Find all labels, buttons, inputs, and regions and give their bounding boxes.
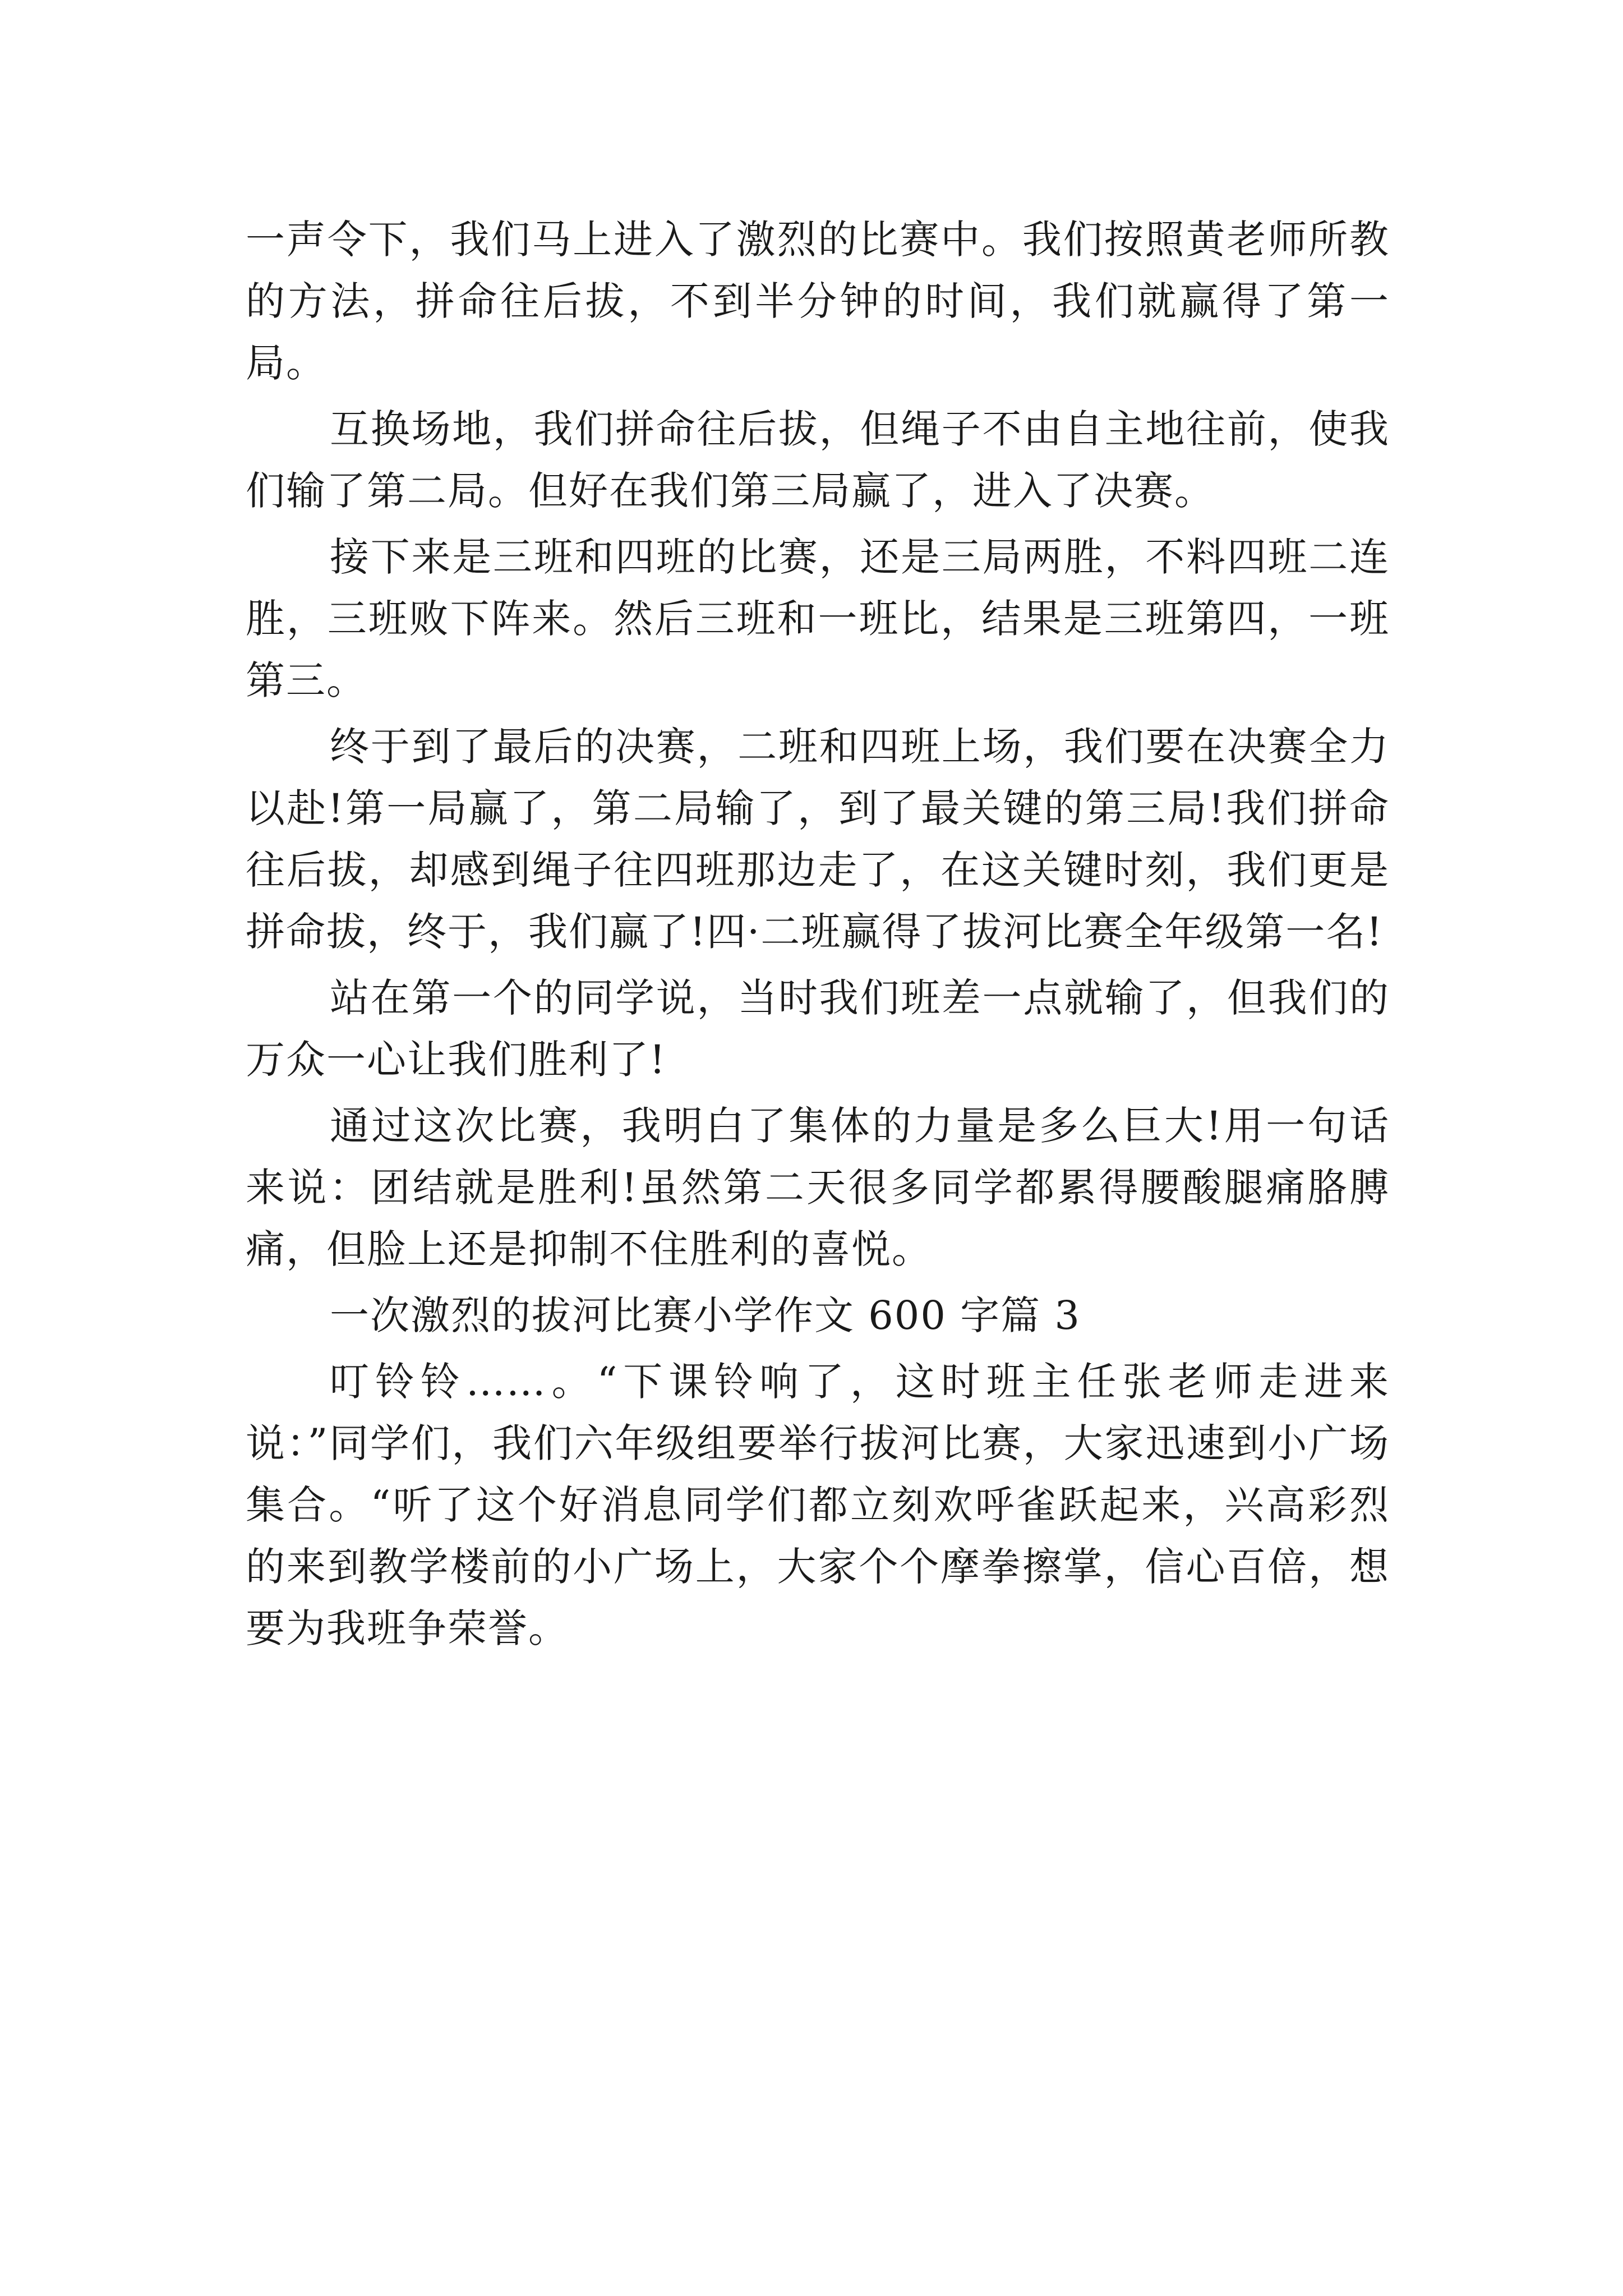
paragraph-1: 一声令下，我们马上进入了激烈的比赛中。我们按照黄老师所教的方法，拼命往后拔，不到半分钟的时间，我们就赢得了第一局。 <box>246 217 1390 386</box>
paragraph-7: 叮铃铃……。“下课铃响了，这时班主任张老师走进来说：”同学们，我们六年级组要举行拔河比赛，大家迅速到小广场集合。“听了这个好消息同学们都立刻欢呼雀跃起来，兴高彩烈的来到教学楼前的小广场上，大家个个摩拳擦掌，信心百倍，想要为我班争荣誉。 <box>246 1359 1390 1651</box>
paragraph-2: 互换场地，我们拼命往后拔，但绳子不由自主地往前，使我们输了第二局。但好在我们第三局赢了，进入了决赛。 <box>246 406 1390 514</box>
paragraph-4: 终于到了最后的决赛，二班和四班上场，我们要在决赛全力以赴!第一局赢了，第二局输了，到了最关键的第三局!我们拼命往后拔，却感到绳子往四班那边走了，在这关键时刻，我们更是拼命拔，终于，我们赢了!四·二班赢得了拔河比赛全年级第一名! <box>246 724 1390 955</box>
paragraph-6: 通过这次比赛，我明白了集体的力量是多么巨大!用一句话来说：团结就是胜利!虽然第二天很多同学都累得腰酸腿痛胳膊痛，但脸上还是抑制不住胜利的喜悦。 <box>246 1103 1390 1272</box>
paragraph-3: 接下来是三班和四班的比赛，还是三局两胜，不料四班二连胜，三班败下阵来。然后三班和一班比，结果是三班第四，一班第三。 <box>246 534 1390 703</box>
paragraph-5: 站在第一个的同学说，当时我们班差一点就输了，但我们的万众一心让我们胜利了! <box>246 975 1390 1083</box>
section-heading: 一次激烈的拔河比赛小学作文 600 字篇 3 <box>330 1292 1081 1338</box>
document-page <box>246 209 1390 1664</box>
